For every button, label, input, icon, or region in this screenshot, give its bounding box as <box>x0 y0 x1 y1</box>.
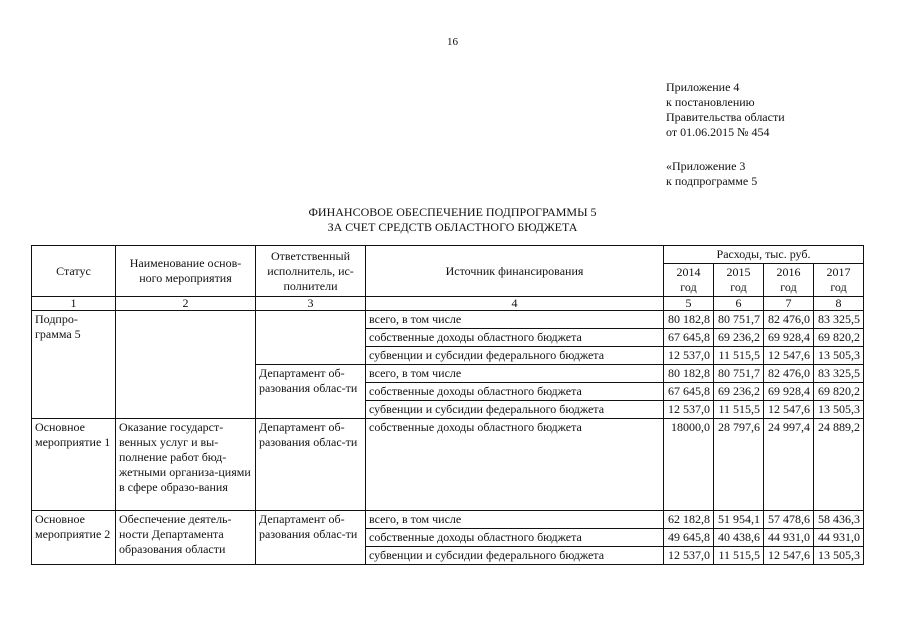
appendix-line: Правительства области <box>666 110 785 124</box>
value-cell: 28 797,6 <box>714 419 764 511</box>
value-cell: 69 820,2 <box>814 329 864 347</box>
header-expenses: Расходы, тыс. руб. <box>664 246 864 264</box>
value-cell: 69 236,2 <box>714 329 764 347</box>
value-cell: 62 182,8 <box>664 511 714 529</box>
value-cell: 44 931,0 <box>764 529 814 547</box>
source-cell: субвенции и субсидии федерального бюджета <box>366 347 664 365</box>
executor-cell: Департамент об-разования облас-ти <box>256 365 366 419</box>
value-cell: 11 515,5 <box>714 547 764 565</box>
financing-table <box>31 245 864 565</box>
value-cell: 69 236,2 <box>714 383 764 401</box>
value-cell: 69 820,2 <box>814 383 864 401</box>
header-status: Статус <box>32 246 116 297</box>
value-cell: 12 547,6 <box>764 401 814 419</box>
table-row <box>32 311 864 329</box>
appendix-block <box>666 80 785 189</box>
header-name: Наименование основ-ного мероприятия <box>116 246 256 297</box>
value-cell: 80 182,8 <box>664 365 714 383</box>
column-index: 4 <box>366 297 664 311</box>
appendix-line: от 01.06.2015 № 454 <box>666 125 770 139</box>
value-cell: 67 645,8 <box>664 383 714 401</box>
header-year: 2014 год <box>664 264 714 297</box>
value-cell: 12 537,0 <box>664 547 714 565</box>
status-cell: Основное мероприятие 2 <box>32 511 116 565</box>
value-cell: 57 478,6 <box>764 511 814 529</box>
title-line: ЗА СЧЕТ СРЕДСТВ ОБЛАСТНОГО БЮДЖЕТА <box>327 220 578 234</box>
source-cell: собственные доходы областного бюджета <box>366 383 664 401</box>
header-row <box>32 246 864 264</box>
source-cell: субвенции и субсидии федерального бюджета <box>366 401 664 419</box>
value-cell: 12 537,0 <box>664 401 714 419</box>
value-cell: 12 537,0 <box>664 347 714 365</box>
value-cell: 11 515,5 <box>714 347 764 365</box>
value-cell: 80 751,7 <box>714 365 764 383</box>
table-row <box>32 511 864 529</box>
column-index: 5 <box>664 297 714 311</box>
column-index: 1 <box>32 297 116 311</box>
value-cell: 12 547,6 <box>764 347 814 365</box>
value-cell: 67 645,8 <box>664 329 714 347</box>
header-executor: Ответственный исполнитель, ис-полнители <box>256 246 366 297</box>
value-cell: 69 928,4 <box>764 383 814 401</box>
value-cell: 82 476,0 <box>764 311 814 329</box>
value-cell: 44 931,0 <box>814 529 864 547</box>
value-cell: 18000,0 <box>664 419 714 511</box>
column-index: 3 <box>256 297 366 311</box>
value-cell: 83 325,5 <box>814 365 864 383</box>
appendix-line: к постановлению <box>666 95 755 109</box>
value-cell: 13 505,3 <box>814 547 864 565</box>
value-cell: 49 645,8 <box>664 529 714 547</box>
appendix-line: Приложение 4 <box>666 80 740 94</box>
source-cell: субвенции и субсидии федерального бюджета <box>366 547 664 565</box>
value-cell: 13 505,3 <box>814 347 864 365</box>
value-cell: 24 997,4 <box>764 419 814 511</box>
value-cell: 51 954,1 <box>714 511 764 529</box>
source-cell: собственные доходы областного бюджета <box>366 329 664 347</box>
value-cell: 80 182,8 <box>664 311 714 329</box>
page-number: 16 <box>447 36 458 48</box>
header-year: 2017 год <box>814 264 864 297</box>
header-year: 2015 год <box>714 264 764 297</box>
value-cell: 69 928,4 <box>764 329 814 347</box>
value-cell: 80 751,7 <box>714 311 764 329</box>
source-cell: собственные доходы областного бюджета <box>366 529 664 547</box>
appendix-line: «Приложение 3 <box>666 159 746 173</box>
header-year: 2016 год <box>764 264 814 297</box>
document-title <box>0 205 905 235</box>
executor-cell: Департамент об-разования облас-ти <box>256 511 366 565</box>
value-cell: 83 325,5 <box>814 311 864 329</box>
value-cell: 40 438,6 <box>714 529 764 547</box>
value-cell: 82 476,0 <box>764 365 814 383</box>
value-cell: 11 515,5 <box>714 401 764 419</box>
column-index: 7 <box>764 297 814 311</box>
value-cell: 58 436,3 <box>814 511 864 529</box>
executor-cell <box>256 311 366 365</box>
appendix-line: к подпрограмме 5 <box>666 174 758 188</box>
column-index: 6 <box>714 297 764 311</box>
name-cell: Обеспечение деятель-ности Департамента образования области <box>116 511 256 565</box>
executor-cell: Департамент об-разования облас-ти <box>256 419 366 511</box>
column-index: 8 <box>814 297 864 311</box>
value-cell: 13 505,3 <box>814 401 864 419</box>
source-cell: всего, в том числе <box>366 511 664 529</box>
source-cell: собственные доходы областного бюджета <box>366 419 664 511</box>
header-source: Источник финансирования <box>366 246 664 297</box>
title-line: ФИНАНСОВОЕ ОБЕСПЕЧЕНИЕ ПОДПРОГРАММЫ 5 <box>308 205 597 219</box>
column-index: 2 <box>116 297 256 311</box>
table-row <box>32 419 864 511</box>
index-row <box>32 297 864 311</box>
source-cell: всего, в том числе <box>366 365 664 383</box>
status-cell: Подпро-грамма 5 <box>32 311 116 419</box>
status-cell: Основное мероприятие 1 <box>32 419 116 511</box>
value-cell: 12 547,6 <box>764 547 814 565</box>
source-cell: всего, в том числе <box>366 311 664 329</box>
value-cell: 24 889,2 <box>814 419 864 511</box>
name-cell: Оказание государст-венных услуг и вы-полнение работ бюд-жетными организа-циями в сфере образо-вания <box>116 419 256 511</box>
name-cell <box>116 311 256 419</box>
